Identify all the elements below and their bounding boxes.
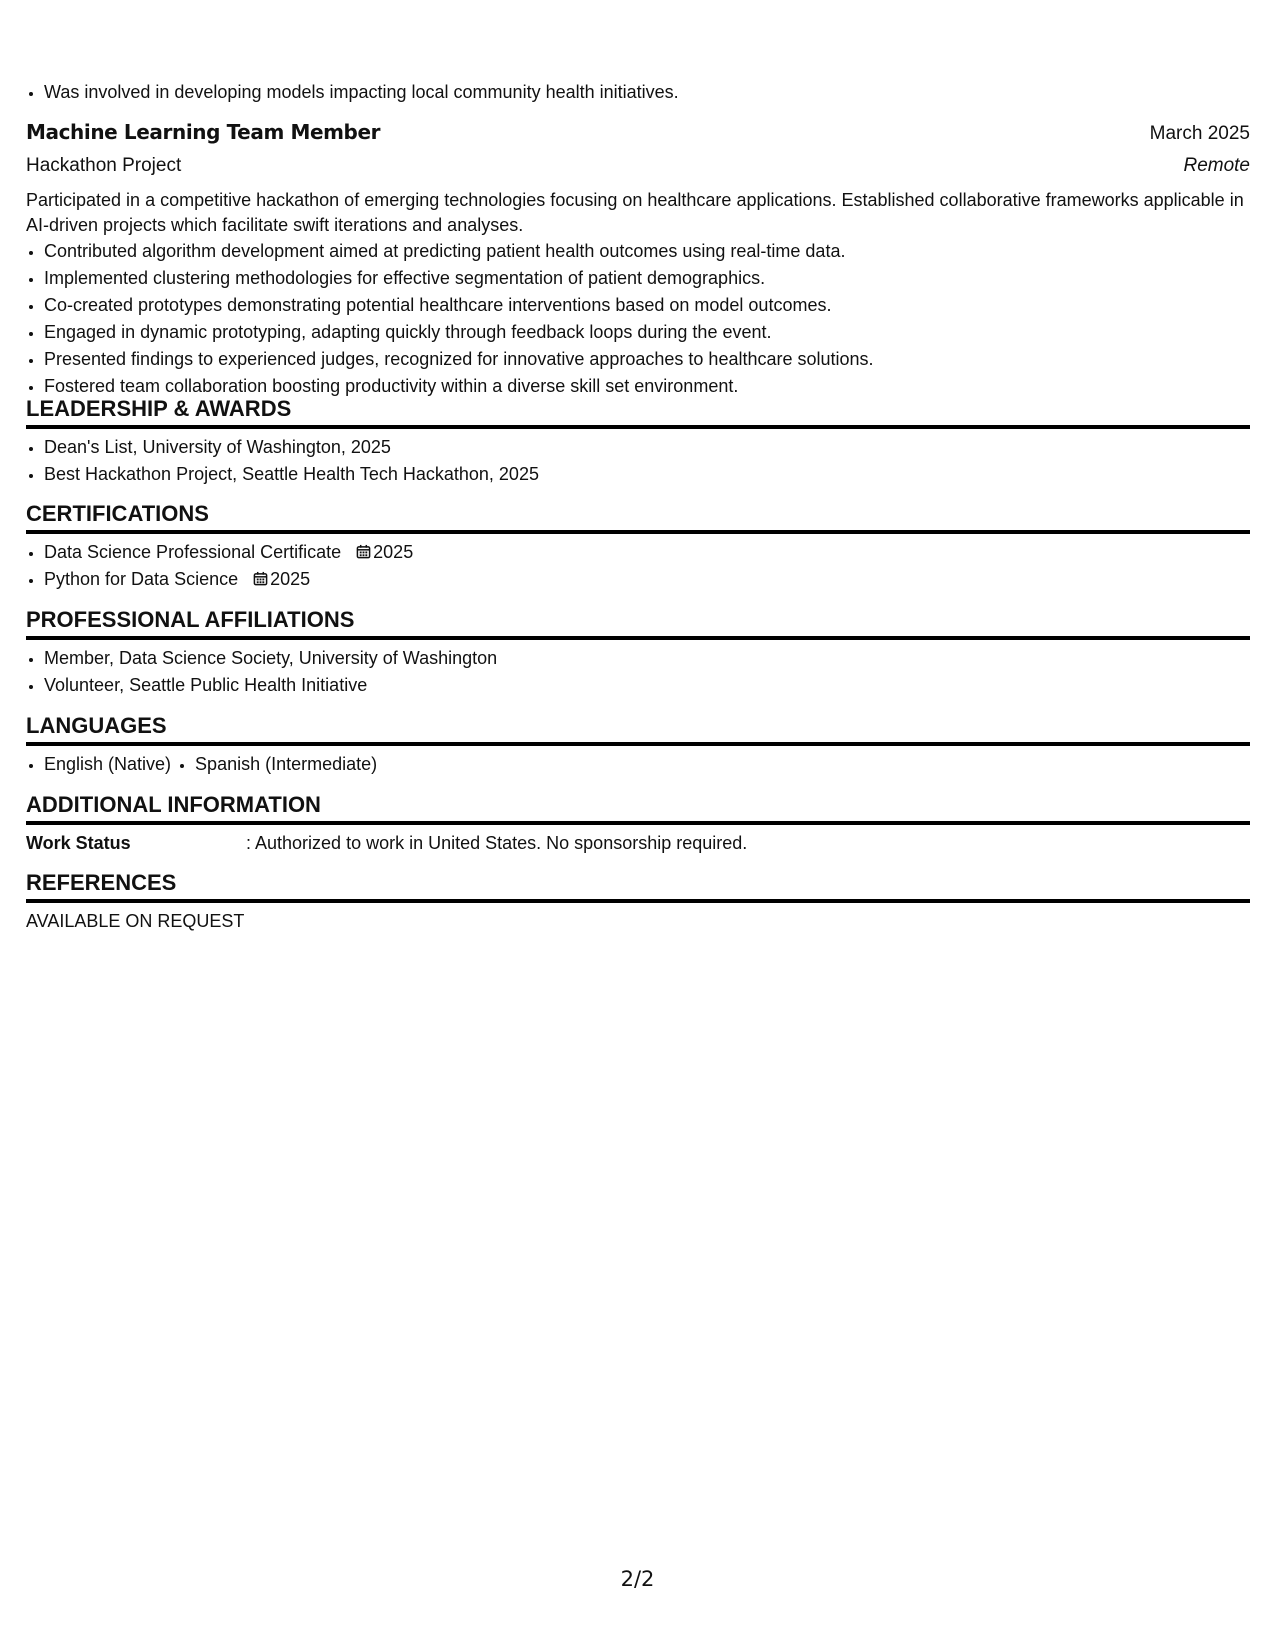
job-bullets — [26, 238, 1250, 400]
languages-list — [26, 751, 1250, 778]
job-description: Participated in a competitive hackathon of emerging technologies focusing on healthcare applications. Established collaborative frameworks applicable in AI-driven projects which facilitate swift iterations and analyses. — [26, 190, 1244, 235]
references-section — [26, 869, 1250, 935]
job-entry — [26, 116, 1250, 400]
work-status-value: : Authorized to work in United States. No sponsorship required. — [246, 833, 748, 853]
section-heading: ADDITIONAL INFORMATION — [26, 791, 1250, 825]
list-item: • Contributed algorithm development aimed at predicting patient health outcomes using real-time data. — [44, 238, 1250, 265]
section-heading: LEADERSHIP & AWARDS — [26, 395, 1250, 429]
leadership-section — [26, 395, 1250, 488]
certifications-section — [26, 500, 1250, 593]
certification-name: Data Science Professional Certificate — [44, 542, 342, 562]
list-item: • Volunteer, Seattle Public Health Initiative — [44, 672, 1250, 699]
leadership-list — [26, 434, 1250, 488]
languages-section — [26, 712, 1250, 778]
certifications-list — [26, 539, 1250, 593]
job-header-row — [26, 116, 1250, 150]
affiliations-section — [26, 606, 1250, 699]
calendar-icon — [253, 571, 268, 586]
list-item — [44, 539, 1250, 566]
list-item: • English (Native) — [44, 751, 171, 778]
job-title: Machine Learning Team Member — [26, 120, 381, 144]
section-heading: LANGUAGES — [26, 712, 1250, 746]
job-subheader-row — [26, 150, 1250, 182]
certification-name: Python for Data Science — [44, 569, 239, 589]
list-item: • Implemented clustering methodologies for effective segmentation of patient demographics. — [44, 265, 1250, 292]
certification-year: 2025 — [373, 542, 414, 562]
section-heading: CERTIFICATIONS — [26, 500, 1250, 534]
list-item: • Engaged in dynamic prototyping, adapting quickly through feedback loops during the event. — [44, 319, 1250, 346]
list-item: • Fostered team collaboration boosting productivity within a diverse skill set environment. — [44, 373, 1250, 400]
previous-role-bullets — [26, 79, 1268, 106]
page-indicator: 2/2 — [620, 1567, 655, 1591]
list-item: • Co-created prototypes demonstrating potential healthcare interventions based on model outcomes. — [44, 292, 1250, 319]
list-item: • Dean's List, University of Washington, 2025 — [44, 434, 1250, 461]
affiliations-list — [26, 645, 1250, 699]
references-text: AVAILABLE ON REQUEST — [26, 911, 245, 931]
list-item: • Member, Data Science Society, University of Washington — [44, 645, 1250, 672]
list-item: • Best Hackathon Project, Seattle Health Tech Hackathon, 2025 — [44, 461, 1250, 488]
work-status-row — [26, 830, 1250, 857]
certification-year: 2025 — [270, 569, 311, 589]
job-location: Remote — [1183, 155, 1250, 176]
additional-info-section — [26, 791, 1250, 857]
list-item: • Presented findings to experienced judges, recognized for innovative approaches to healthcare solutions. — [44, 346, 1250, 373]
calendar-icon — [356, 544, 371, 559]
job-date: March 2025 — [1149, 123, 1250, 144]
list-item: • Was involved in developing models impacting local community health initiatives. — [44, 79, 1268, 106]
list-item — [44, 566, 1250, 593]
job-organization: Hackathon Project — [26, 155, 182, 176]
list-item: • Spanish (Intermediate) — [195, 751, 377, 778]
work-status-label: Work Status — [26, 833, 131, 853]
section-heading: REFERENCES — [26, 869, 1250, 903]
section-heading: PROFESSIONAL AFFILIATIONS — [26, 606, 1250, 640]
